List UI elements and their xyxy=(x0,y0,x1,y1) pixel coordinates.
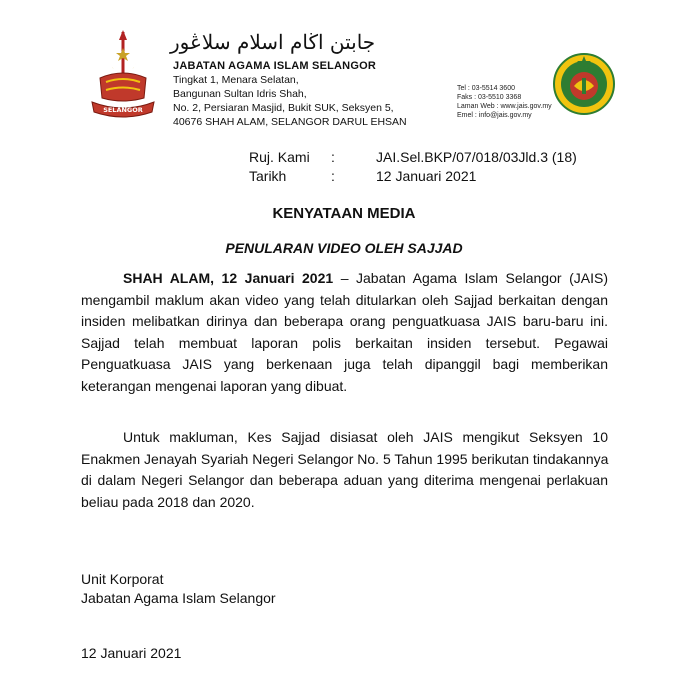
paragraph-2 xyxy=(81,427,608,513)
paragraph-2-line-4: beliau pada 2018 dan 2020. xyxy=(81,493,255,510)
paragraph-1-line-4: Sajjad telah membuat laporan polis berkaitan insiden tersebut. Pegawai xyxy=(81,334,608,351)
paragraph-1-line-1 xyxy=(81,268,608,290)
document-title: KENYATAAN MEDIA xyxy=(272,205,416,222)
closing-date: 12 Januari 2021 xyxy=(81,645,182,661)
ruj-kami-colon: : xyxy=(331,149,335,165)
ruj-kami-label: Ruj. Kami xyxy=(249,149,310,165)
contact-email: Emel : info@jais.gov.my xyxy=(457,112,532,119)
paragraph-1-line-1-rest: – Jabatan Agama Islam Selangor (JAIS) xyxy=(333,270,608,286)
paragraph-2-line-3: di dalam Negeri Selangor dan beberapa aduan yang diterima mengenai perlakuan xyxy=(81,472,608,488)
document-subtitle: PENULARAN VIDEO OLEH SAJJAD xyxy=(225,240,463,256)
paragraph-1-line-2: mengambil maklum akan video yang telah ditularkan oleh Sajjad berkaitan dengan xyxy=(81,291,608,308)
ruj-kami-value: JAI.Sel.BKP/07/018/03Jld.3 (18) xyxy=(376,149,577,165)
arabic-organization-name: جابتن اڬام اسلام سلاڠور xyxy=(170,30,376,54)
address-line-3: No. 2, Persiaran Masjid, Bukit SUK, Seksyen 5, xyxy=(173,102,394,114)
paragraph-2-line-2: Enakmen Jenayah Syariah Negeri Selangor No. 5 Tahun 1995 berikutan tindakannya xyxy=(81,450,609,467)
contact-web: Laman Web : www.jais.gov.my xyxy=(457,103,552,110)
closing-unit: Unit Korporat xyxy=(81,571,164,587)
svg-text:SELANGOR: SELANGOR xyxy=(103,106,143,114)
paragraph-1 xyxy=(81,268,608,397)
jais-emblem-logo xyxy=(552,52,616,116)
dateline: SHAH ALAM, 12 Januari 2021 xyxy=(123,270,334,286)
address-line-2: Bangunan Sultan Idris Shah, xyxy=(173,88,307,100)
tarikh-colon: : xyxy=(331,168,335,184)
paragraph-2-line-1: Untuk makluman, Kes Sajjad disiasat oleh JAIS mengikut Seksyen 10 xyxy=(123,429,608,445)
paragraph-1-line-3: insiden melibatkan dirinya dan beberapa orang penguatkuasa JAIS baru-baru ini. xyxy=(81,313,608,329)
selangor-crest-logo xyxy=(88,30,158,118)
organization-name: JABATAN AGAMA ISLAM SELANGOR xyxy=(173,60,376,72)
contact-fax: Faks : 03-5510 3368 xyxy=(457,94,522,101)
address-line-4: 40676 SHAH ALAM, SELANGOR DARUL EHSAN xyxy=(173,116,407,128)
address-line-1: Tingkat 1, Menara Selatan, xyxy=(173,74,299,86)
paragraph-1-line-5: Penguatkuasa JAIS yang berkenaan juga telah dipanggil bagi memberikan xyxy=(81,356,608,372)
tarikh-value: 12 Januari 2021 xyxy=(376,168,477,184)
tarikh-label: Tarikh xyxy=(249,168,287,184)
paragraph-1-line-6: keterangan mengenai laporan yang dibuat. xyxy=(81,377,348,394)
contact-tel: Tel : 03-5514 3600 xyxy=(457,85,515,92)
closing-department: Jabatan Agama Islam Selangor xyxy=(81,590,276,606)
